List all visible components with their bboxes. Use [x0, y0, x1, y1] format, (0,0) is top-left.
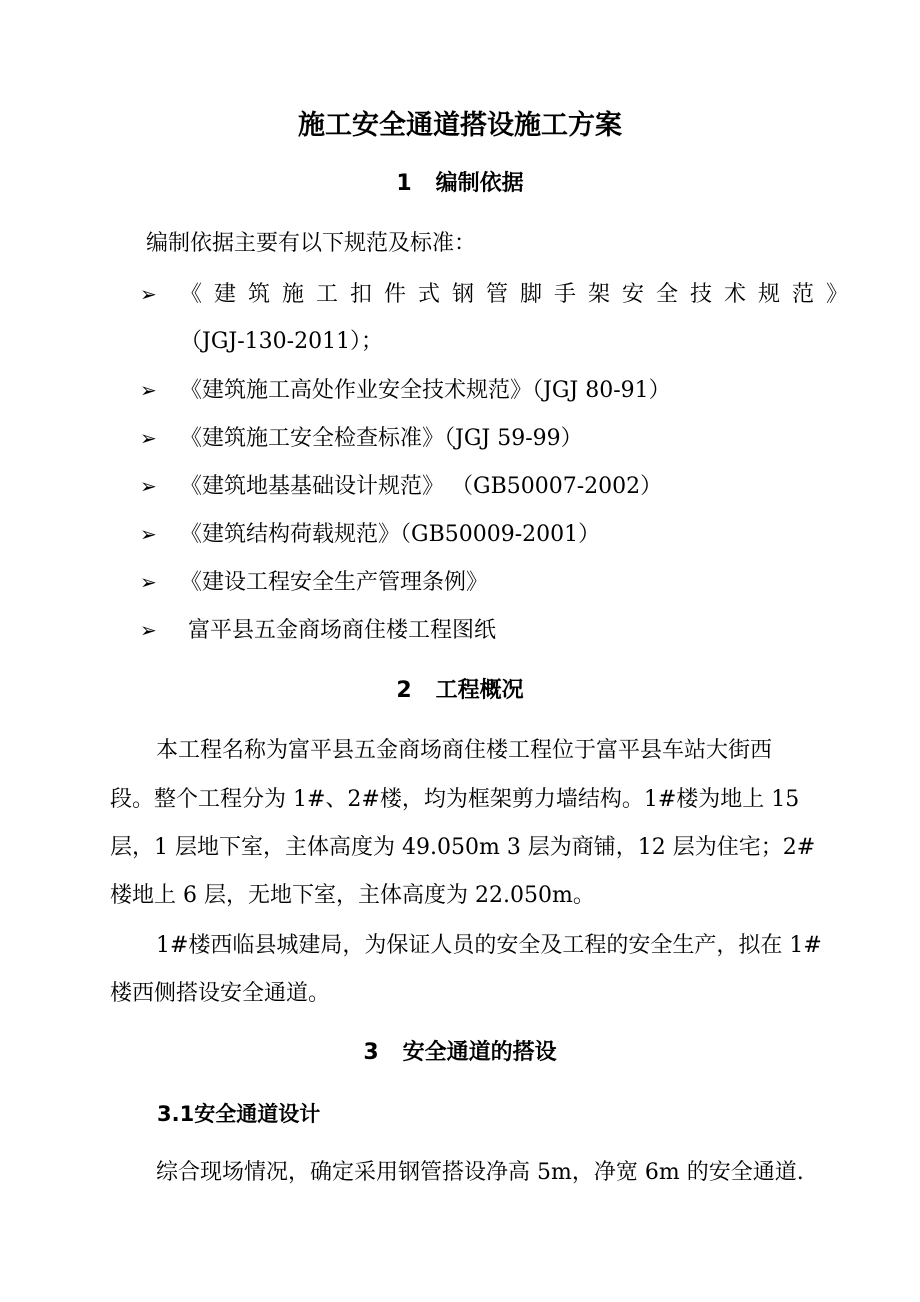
list-item	[140, 374, 671, 407]
arrow-bullet-icon: ➢	[140, 378, 157, 402]
list-item	[140, 422, 583, 455]
subsection-3-1-heading	[157, 1098, 320, 1130]
list-item-text: 富平县五金商场商住楼工程图纸	[188, 618, 497, 643]
list-item-text: 《建筑施工扣件式钢管脚手架安全技术规范》	[180, 282, 861, 307]
subsection-3-1-title: 安全通道设计	[194, 1102, 321, 1126]
section-2-heading	[0, 675, 920, 707]
list-item-text: 《建筑施工安全检查标准》（JGJ 59-99）	[180, 426, 583, 451]
arrow-bullet-icon: ➢	[140, 618, 157, 642]
section-1-number: 1	[396, 171, 412, 196]
arrow-bullet-icon: ➢	[140, 426, 157, 450]
section-2-number: 2	[396, 678, 412, 703]
list-item	[140, 518, 600, 551]
list-item-text: 《建设工程安全生产管理条例》	[180, 570, 489, 595]
document-title: 施工安全通道搭设施工方案	[298, 110, 622, 141]
paragraph-line: 楼西侧搭设安全通道。	[110, 981, 331, 1006]
list-item	[140, 566, 488, 599]
section-1-intro: 编制依据主要有以下规范及标准：	[146, 231, 477, 256]
list-item	[140, 470, 662, 503]
paragraph-line: 楼地上 6 层，无地下室，主体高度为 22.050m。	[110, 883, 595, 908]
section-3-heading	[0, 1037, 920, 1069]
paragraph-line: 段。整个工程分为 1#、2#楼，均为框架剪力墙结构。1#楼为地上 15	[110, 787, 800, 812]
arrow-bullet-icon: ➢	[140, 522, 157, 546]
subsection-3-1-number: 3.1	[157, 1102, 195, 1126]
arrow-bullet-icon: ➢	[140, 282, 157, 306]
list-item	[140, 614, 496, 647]
section-3-title: 安全通道的搭设	[402, 1040, 557, 1065]
section-2-title: 工程概况	[435, 678, 524, 703]
list-item-text: 《建筑施工高处作业安全技术规范》（JGJ 80-91）	[180, 378, 671, 403]
arrow-bullet-icon: ➢	[140, 474, 157, 498]
list-item-text: 《建筑地基基础设计规范》 （GB50007-2002）	[180, 474, 663, 499]
list-item-text: 《建筑结构荷载规范》（GB50009-2001）	[180, 522, 601, 547]
list-item	[140, 278, 861, 311]
section-1-title: 编制依据	[435, 171, 524, 196]
section-3-number: 3	[363, 1040, 379, 1065]
arrow-bullet-icon: ➢	[140, 570, 157, 594]
list-item-continuation: （JGJ-130-2011）；	[180, 329, 384, 354]
paragraph-line: 1#楼西临县城建局，为保证人员的安全及工程的安全生产，拟在 1#	[156, 933, 822, 958]
subsection-3-1-text: 综合现场情况，确定采用钢管搭设净高 5m，净宽 6m 的安全通道.	[156, 1160, 804, 1185]
paragraph-line: 层，1 层地下室，主体高度为 49.050m 3 层为商铺，12 层为住宅；2#	[110, 835, 816, 860]
paragraph-line: 本工程名称为富平县五金商场商住楼工程位于富平县车站大街西	[156, 738, 773, 763]
section-1-heading	[0, 168, 920, 200]
